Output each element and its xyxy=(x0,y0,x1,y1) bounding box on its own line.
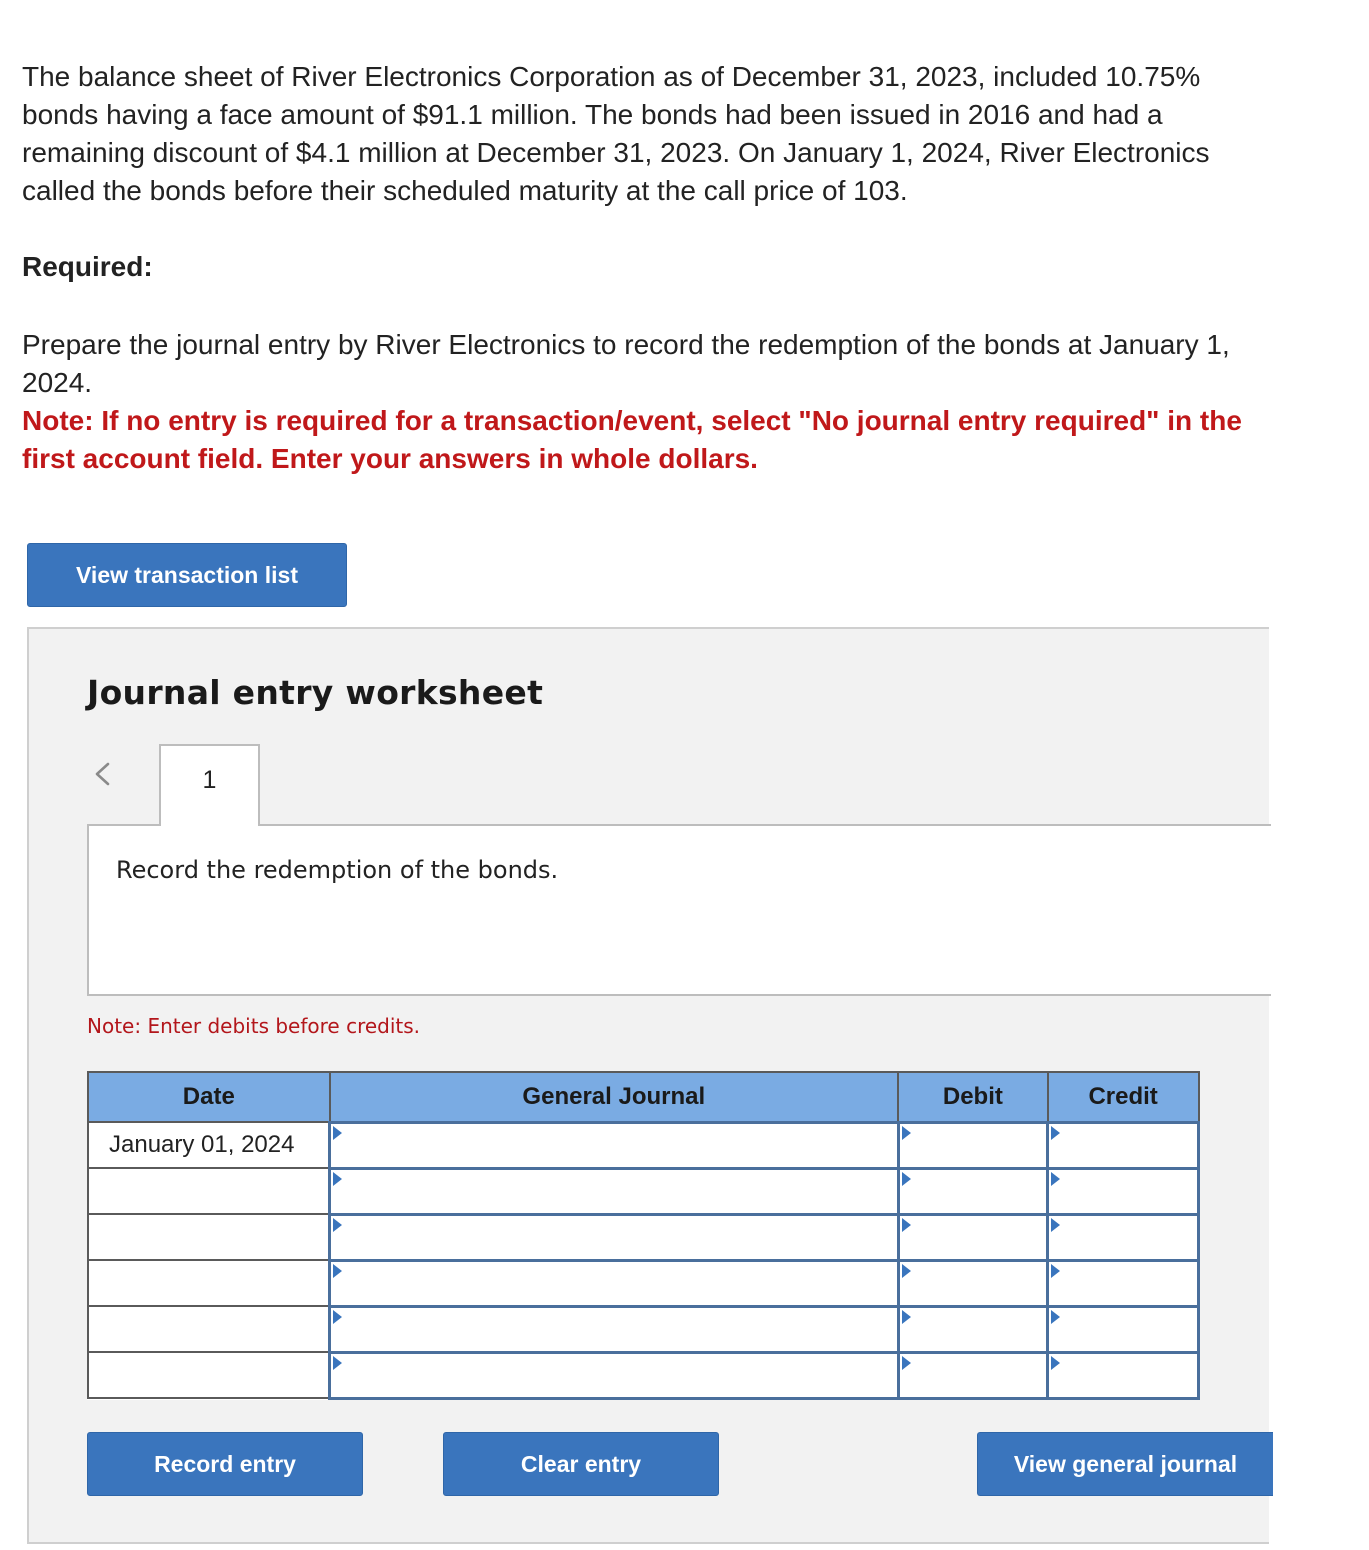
triangle-right-icon xyxy=(1051,1172,1060,1186)
debit-input[interactable] xyxy=(898,1168,1048,1214)
credit-input[interactable] xyxy=(1048,1214,1199,1260)
debit-input[interactable] xyxy=(898,1260,1048,1306)
triangle-right-icon xyxy=(902,1356,911,1370)
view-transaction-list-button[interactable]: View transaction list xyxy=(27,543,347,607)
tab-1[interactable] xyxy=(159,744,260,826)
triangle-right-icon xyxy=(902,1172,911,1186)
triangle-right-icon xyxy=(902,1218,911,1232)
account-select[interactable] xyxy=(330,1306,898,1352)
debit-input[interactable] xyxy=(898,1122,1048,1168)
journal-entry-worksheet xyxy=(27,627,1269,1544)
journal-header-row xyxy=(88,1072,1199,1122)
header-credit: Credit xyxy=(1048,1072,1199,1122)
triangle-right-icon xyxy=(333,1356,342,1370)
triangle-right-icon xyxy=(902,1126,911,1140)
problem-text: The balance sheet of River Electronics Corporation as of December 31, 2023, included 10.75% bonds having a face amount of $91.1 million. The bonds had been issued in 2016 and had a remaining discount of $4.1 million at December 31, 2023. On January 1, 2024, River Electronics called the bonds before their scheduled maturity at the call price of 103. xyxy=(22,61,1210,206)
credit-input[interactable] xyxy=(1048,1352,1199,1398)
clear-entry-button[interactable]: Clear entry xyxy=(443,1432,719,1496)
header-debit: Debit xyxy=(898,1072,1048,1122)
date-cell xyxy=(88,1306,330,1352)
credit-input[interactable] xyxy=(1048,1260,1199,1306)
triangle-right-icon xyxy=(333,1218,342,1232)
tab-label: 1 xyxy=(202,766,217,794)
date-cell xyxy=(88,1260,330,1306)
triangle-right-icon xyxy=(1051,1356,1060,1370)
description-text: Record the redemption of the bonds. xyxy=(116,856,559,884)
triangle-right-icon xyxy=(333,1172,342,1186)
triangle-right-icon xyxy=(333,1310,342,1324)
date-cell xyxy=(88,1352,330,1398)
triangle-right-icon xyxy=(902,1264,911,1278)
date-cell xyxy=(88,1168,330,1214)
account-select[interactable] xyxy=(330,1214,898,1260)
account-select[interactable] xyxy=(330,1260,898,1306)
prepare-instruction: Prepare the journal entry by River Electronics to record the redemption of the bonds at January 1, 2024. xyxy=(22,329,1230,398)
debit-input[interactable] xyxy=(898,1352,1048,1398)
table-row xyxy=(88,1306,1199,1352)
table-row xyxy=(88,1168,1199,1214)
date-cell xyxy=(88,1214,330,1260)
date-cell: January 01, 2024 xyxy=(88,1122,330,1168)
journal-table xyxy=(87,1071,1200,1400)
chevron-left-icon[interactable] xyxy=(91,762,115,786)
header-general-journal: General Journal xyxy=(330,1072,898,1122)
record-entry-button[interactable]: Record entry xyxy=(87,1432,363,1496)
table-row xyxy=(88,1122,1199,1168)
triangle-right-icon xyxy=(1051,1218,1060,1232)
account-select[interactable] xyxy=(330,1168,898,1214)
header-date: Date xyxy=(88,1072,330,1122)
debit-input[interactable] xyxy=(898,1214,1048,1260)
table-row xyxy=(88,1260,1199,1306)
debit-input[interactable] xyxy=(898,1306,1048,1352)
credit-input[interactable] xyxy=(1048,1306,1199,1352)
triangle-right-icon xyxy=(333,1264,342,1278)
instruction-note: Note: If no entry is required for a transaction/event, select "No journal entry required" in the first account field. Enter your answers in whole dollars. xyxy=(22,405,1242,474)
triangle-right-icon xyxy=(902,1310,911,1324)
credit-input[interactable] xyxy=(1048,1168,1199,1214)
triangle-right-icon xyxy=(1051,1310,1060,1324)
view-general-journal-button[interactable]: View general journal xyxy=(977,1432,1273,1496)
transaction-description xyxy=(87,824,1271,996)
account-select[interactable] xyxy=(330,1352,898,1398)
triangle-right-icon xyxy=(333,1126,342,1140)
required-label: Required: xyxy=(22,251,153,282)
credit-input[interactable] xyxy=(1048,1122,1199,1168)
debits-note: Note: Enter debits before credits. xyxy=(87,1014,421,1038)
table-row xyxy=(88,1214,1199,1260)
account-select[interactable] xyxy=(330,1122,898,1168)
table-row xyxy=(88,1352,1199,1398)
triangle-right-icon xyxy=(1051,1264,1060,1278)
worksheet-title: Journal entry worksheet xyxy=(87,673,544,712)
triangle-right-icon xyxy=(1051,1126,1060,1140)
